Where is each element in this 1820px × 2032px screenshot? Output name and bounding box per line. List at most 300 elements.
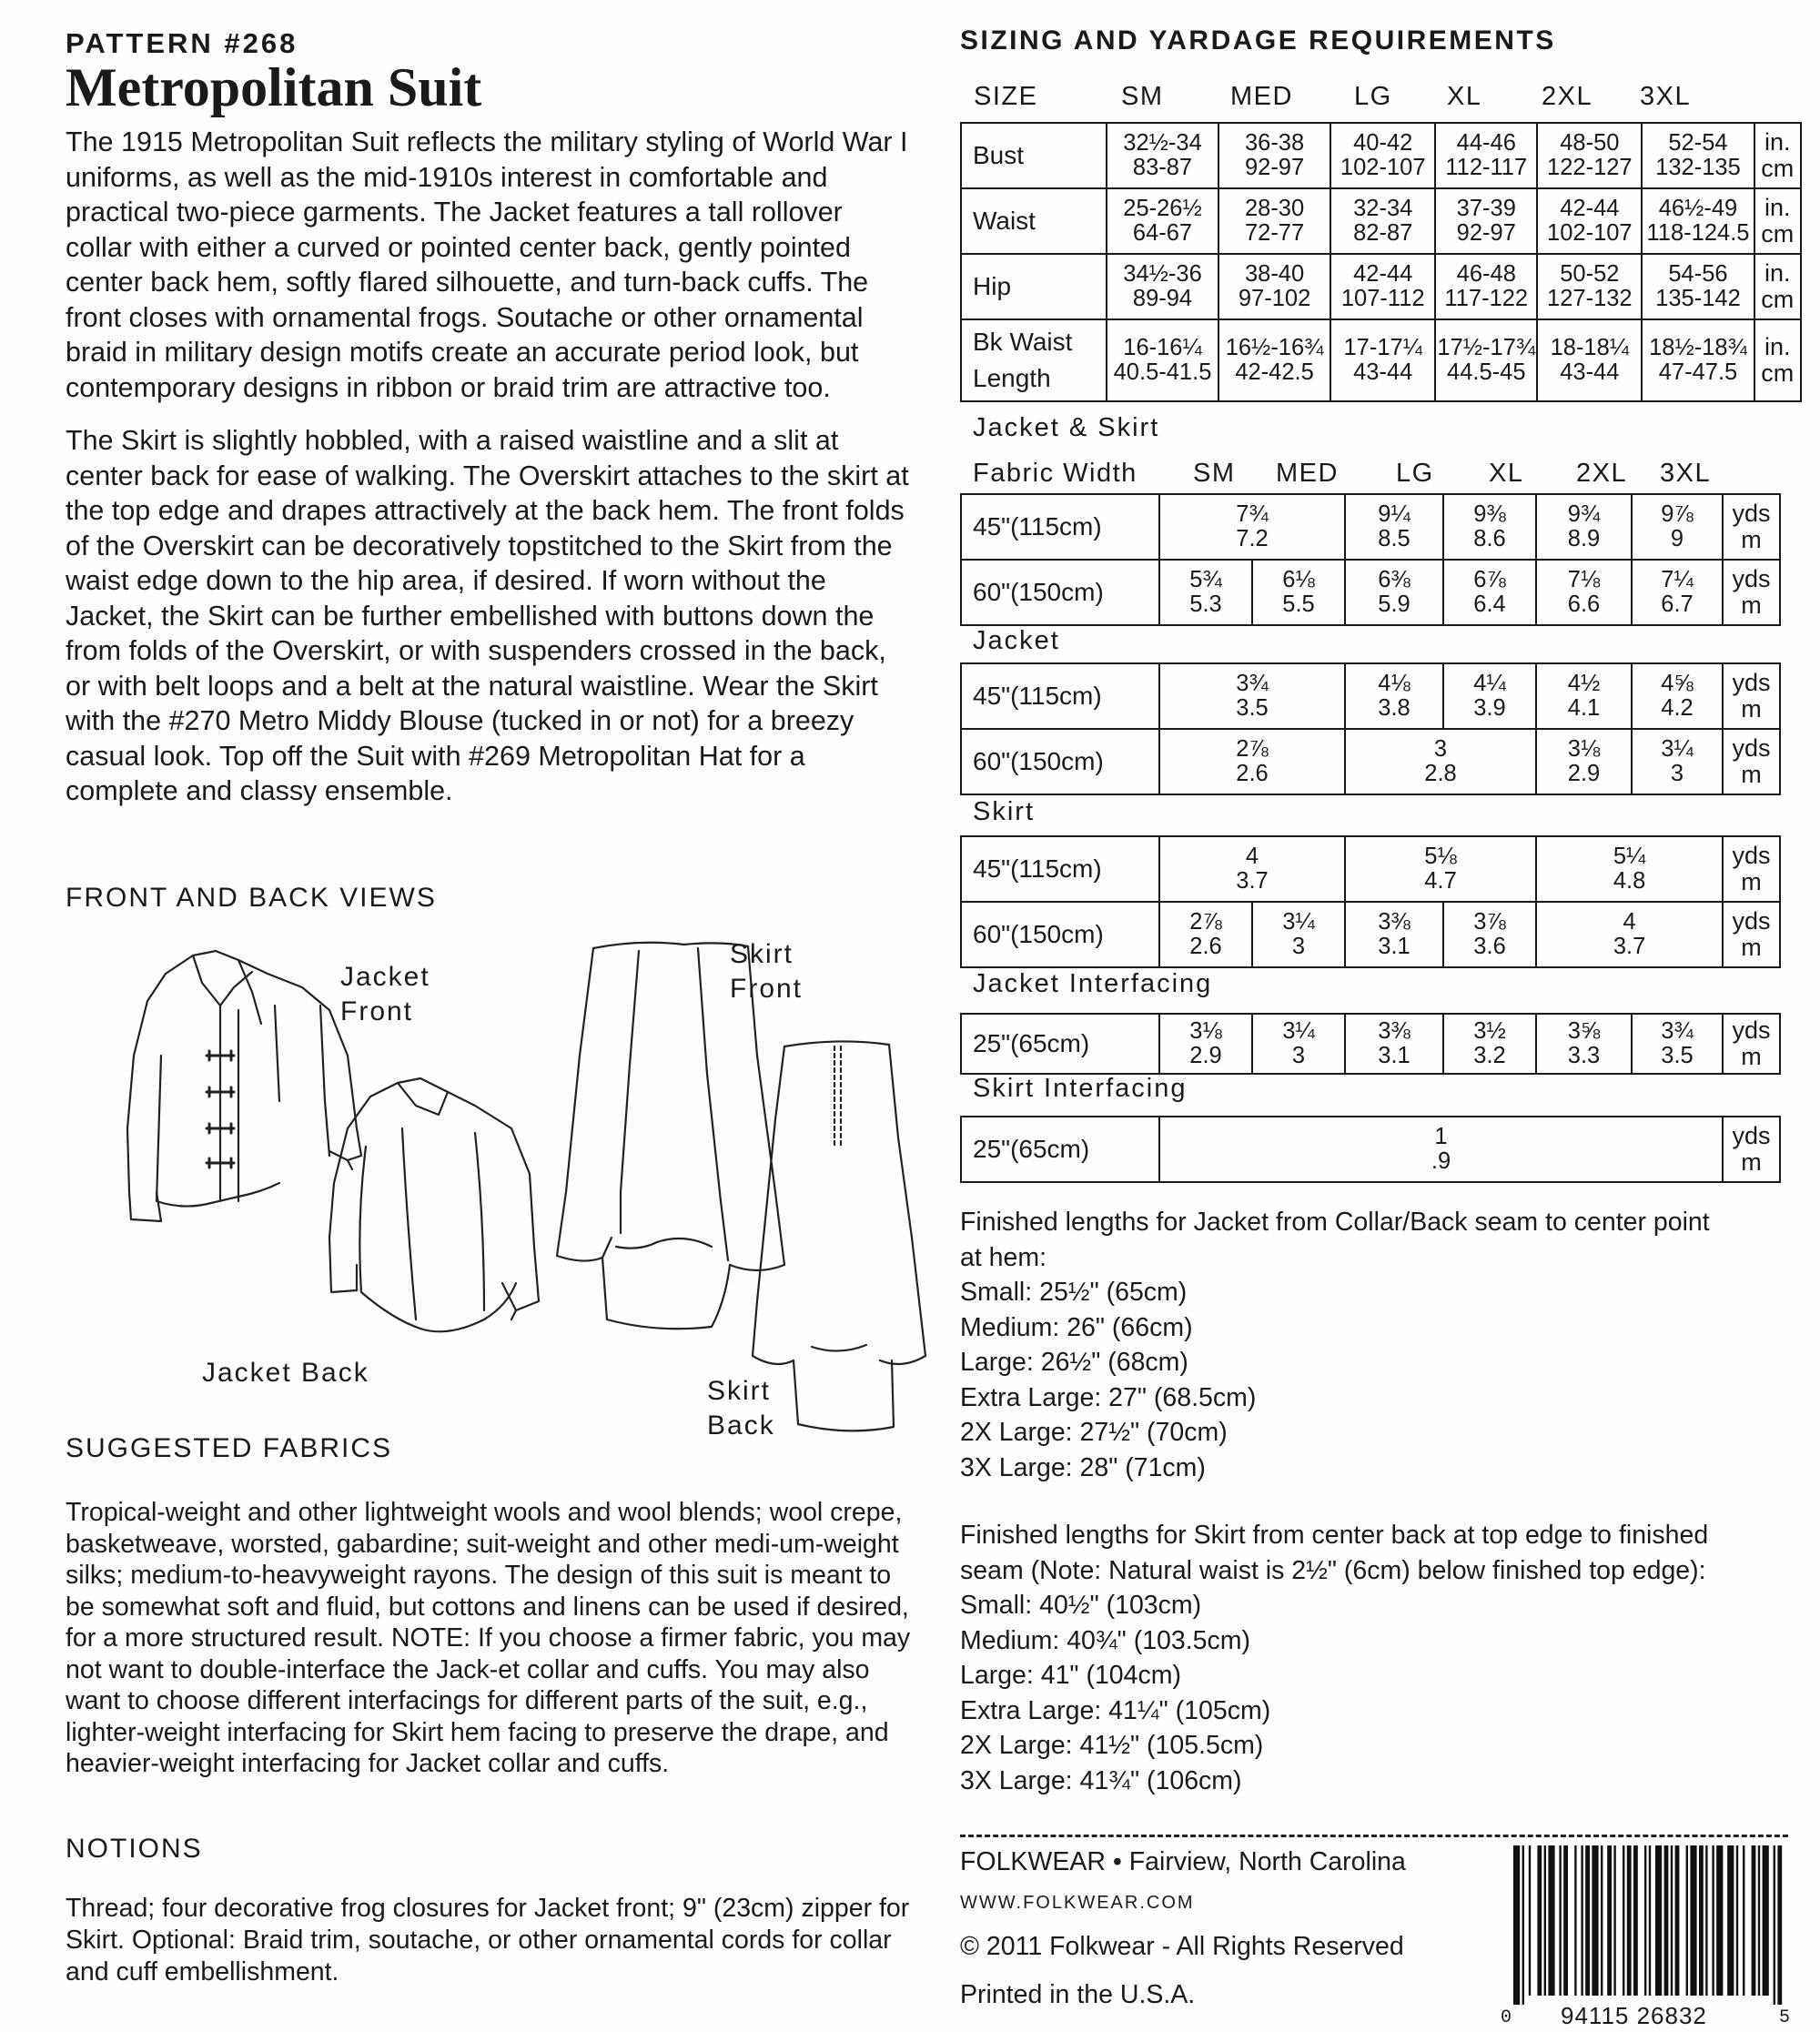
yardage-m: 3.5 xyxy=(1236,695,1269,721)
label-jacket-front xyxy=(340,960,430,1029)
yardage-cell xyxy=(1443,1014,1536,1074)
yardage-cell xyxy=(1345,663,1443,729)
unit-in: in. xyxy=(1764,194,1791,221)
measurement-in: 17-17¼ xyxy=(1343,335,1422,360)
yardage-cell xyxy=(1443,494,1536,560)
fabric-width-cell: 60"(150cm) xyxy=(961,560,1159,625)
yardage-cell xyxy=(1632,729,1723,794)
yardage-yds: 4½ xyxy=(1567,671,1601,696)
yardage-yds: 7¼ xyxy=(1661,567,1694,592)
yardage-m: 8.5 xyxy=(1378,526,1410,551)
fabrics-text: Tropical-weight and other lightweight wools and wool blends; wool crepe, basketweave, worsted, gabardine; suit-weight and other medi-um-weight silks; medium-to-heavyweight rayons. The design of this suit is meant to be somewhat soft and fluid, but cottons and linens can be used if desired, for a more structured result. NOTE: If you choose a firmer fabric, you may not want to double-interface the Jack-et collar and cuffs. You may also want to choose different interfacings for different parts of the suit, e.g., lighter-weight interfacing for Skirt hem facing to preserve the drape, and heavier-weight interfacing for Jacket collar and cuffs. xyxy=(66,1498,911,1778)
size-sm: SM xyxy=(1121,82,1164,111)
barcode-bar xyxy=(1544,1845,1546,1996)
fabric-width-cell: 45"(115cm) xyxy=(961,836,1159,902)
measurement-cm: 44.5-45 xyxy=(1447,359,1526,385)
barcode-bar xyxy=(1712,1845,1714,1996)
yardage-cell xyxy=(1345,902,1443,967)
barcode-bar xyxy=(1686,1845,1688,1996)
label-skirt-back xyxy=(707,1374,775,1443)
unit-cm: cm xyxy=(1761,359,1795,387)
unit-m: m xyxy=(1741,1043,1762,1070)
unit-yds: yds xyxy=(1732,734,1771,762)
measurement-cm: 89-94 xyxy=(1132,286,1193,311)
jacket-lengths-intro-2: at hem: xyxy=(960,1242,1047,1272)
measurement-in: 36-38 xyxy=(1244,130,1305,156)
unit-cm: cm xyxy=(1761,286,1795,313)
measurement-cm: 83-87 xyxy=(1132,155,1193,180)
notions-heading: NOTIONS xyxy=(66,1834,203,1864)
fw-size-xl: XL xyxy=(1489,459,1524,488)
yardage-yds: 7⅛ xyxy=(1567,567,1601,592)
measurement-cell xyxy=(1330,254,1435,319)
yardage-m: 4.2 xyxy=(1661,695,1694,721)
section-heading: Skirt Interfacing xyxy=(973,1074,1188,1103)
barcode-digit-left: 0 xyxy=(1501,2007,1512,2028)
yardage-m: 6.7 xyxy=(1661,591,1694,617)
measurement-cell xyxy=(1330,123,1435,188)
unit-yds: yds xyxy=(1732,842,1771,869)
measurement-cm: 72-77 xyxy=(1244,220,1305,246)
notions-text: Thread; four decorative frog closures for Jacket front; 9" (23cm) zipper for Skirt. Optional: Braid trim, soutache, or other ornamental cords for collar and cuff embellishment. xyxy=(66,1894,910,1987)
yardage-m: 3 xyxy=(1291,934,1306,959)
label-jacket-back: Jacket Back xyxy=(202,1358,369,1388)
yardage-yds: 5¾ xyxy=(1189,567,1222,592)
measurement-in: 16½-16¾ xyxy=(1225,335,1324,360)
jacket-length-item: Medium: 26" (66cm) xyxy=(960,1312,1193,1342)
barcode-bar xyxy=(1613,1845,1615,1996)
yardage-m: 2.8 xyxy=(1424,761,1457,786)
barcode-bar xyxy=(1763,1845,1769,1996)
skirt-lengths-intro: Finished lengths for Skirt from center back at top edge to finished xyxy=(960,1521,1709,1550)
fabric-width-cell: 45"(115cm) xyxy=(961,663,1159,729)
skirt-length-item: Small: 40½" (103cm) xyxy=(960,1591,1202,1620)
barcode-digits: 94115 26832 xyxy=(1561,2002,1707,2029)
yardage-cell xyxy=(1345,729,1536,794)
yardage-yds: 3 xyxy=(1433,736,1448,762)
yardage-m: 3.8 xyxy=(1378,695,1410,721)
yardage-yds: 4 xyxy=(1245,844,1259,869)
description-paragraph-1: The 1915 Metropolitan Suit reflects the military styling of World War I uniforms, as well as the mid-1910s interest in comfortable and practical two-piece garments. The Jacket features a tall rollover collar with either a curved or pointed center back, gently pointed center back hem, softly flared silhouette, and turn-back cuffs. The front closes with ornamental frogs. Soutache or other ornamental braid in military design motifs create an accurate period look, but contemporary designs in ribbon or braid trim are attractive too. xyxy=(66,126,908,403)
yardage-m: 3.3 xyxy=(1567,1043,1601,1068)
measurement-cell xyxy=(1642,123,1754,188)
measurement-cm: 102-107 xyxy=(1547,220,1633,246)
measurement-cell xyxy=(1330,319,1435,401)
label-jacket-front-line2: Front xyxy=(340,996,414,1026)
yardage-m: 4.1 xyxy=(1567,695,1601,721)
yardage-cell xyxy=(1536,1014,1632,1074)
right-column xyxy=(960,25,1802,2029)
yardage-cell xyxy=(1159,494,1345,560)
measurement-cm: 132-135 xyxy=(1655,155,1741,180)
unit-cell xyxy=(1754,319,1801,401)
measurement-cm: 122-127 xyxy=(1547,155,1633,180)
measurement-in: 32½-34 xyxy=(1123,130,1202,156)
measurement-cm: 82-87 xyxy=(1353,220,1413,246)
barcode-bar xyxy=(1644,1845,1646,1996)
yardage-yds: 9⅜ xyxy=(1473,501,1506,527)
measurement-in: 42-44 xyxy=(1560,196,1620,221)
measurement-cell xyxy=(1435,254,1537,319)
skirt-length-item: Extra Large: 41¼" (105cm) xyxy=(960,1695,1271,1725)
body-row xyxy=(961,123,1801,188)
pattern-title: Metropolitan Suit xyxy=(66,57,482,117)
barcode-bar xyxy=(1649,1845,1651,1996)
footer-company: FOLKWEAR • Fairview, North Carolina xyxy=(960,1847,1406,1876)
measurement-cell xyxy=(1435,123,1537,188)
fw-size-2xl: 2XL xyxy=(1576,459,1628,488)
footer-website: WWW.FOLKWEAR.COM xyxy=(960,1893,1195,1913)
yardage-m: 3 xyxy=(1670,761,1684,786)
barcode-bar xyxy=(1705,1845,1707,1996)
measurement-cm: 47-47.5 xyxy=(1658,359,1738,385)
yardage-cell xyxy=(1159,663,1345,729)
yardage-table-skirt xyxy=(960,835,1781,968)
garment-illustrations xyxy=(56,919,930,1441)
jacket-length-item: Small: 25½" (65cm) xyxy=(960,1278,1188,1307)
yardage-yds: 9¾ xyxy=(1567,501,1601,527)
yardage-yds: 6⅜ xyxy=(1378,567,1410,592)
label-skirt-back-line1: Skirt xyxy=(707,1376,771,1406)
yardage-yds: 4¼ xyxy=(1473,671,1506,696)
measurement-cm: 43-44 xyxy=(1560,359,1620,385)
measurement-cell xyxy=(1107,254,1218,319)
barcode-bar xyxy=(1574,1845,1576,1996)
measurement-in: 46-48 xyxy=(1456,261,1516,287)
skirt-length-item: 3X Large: 41¾" (106cm) xyxy=(960,1765,1242,1795)
unit-cell xyxy=(1723,902,1780,967)
measurement-cell xyxy=(1107,188,1218,254)
size-med: MED xyxy=(1230,82,1293,111)
yardage-yds: 3¼ xyxy=(1282,1018,1315,1044)
yardage-cell xyxy=(1345,1014,1443,1074)
measurement-in: 54-56 xyxy=(1668,261,1728,287)
measurement-cm: 107-112 xyxy=(1340,286,1425,311)
yardage-yds: 3⅞ xyxy=(1473,909,1506,935)
measurement-cell xyxy=(1218,254,1330,319)
barcode xyxy=(1497,1845,1797,2032)
yardage-table-jacket xyxy=(960,662,1781,795)
unit-m: m xyxy=(1741,1148,1762,1176)
measurement-cell xyxy=(1218,188,1330,254)
measurement-cm: 43-44 xyxy=(1353,359,1413,385)
unit-cm: cm xyxy=(1761,155,1795,182)
barcode-bar xyxy=(1777,1845,1782,2005)
measurement-cell xyxy=(1435,319,1537,401)
body-row-label: Hip xyxy=(961,254,1107,319)
measurement-cell xyxy=(1642,188,1754,254)
yardage-cell xyxy=(1159,560,1252,625)
footer-divider xyxy=(960,1835,1788,1837)
fabric-width-cell: 25"(65cm) xyxy=(961,1014,1159,1074)
barcode-bar xyxy=(1671,1845,1673,1996)
unit-cell xyxy=(1723,560,1780,625)
measurement-cell xyxy=(1107,123,1218,188)
measurement-cell xyxy=(1537,123,1642,188)
measurement-in: 40-42 xyxy=(1353,130,1413,156)
measurement-cell xyxy=(1537,188,1642,254)
yardage-m: 3.1 xyxy=(1378,934,1410,959)
jacket-length-item: Extra Large: 27" (68.5cm) xyxy=(960,1382,1257,1412)
yardage-cell xyxy=(1159,902,1252,967)
yardage-yds: 3¼ xyxy=(1661,736,1694,762)
yardage-yds: 2⅞ xyxy=(1236,736,1269,762)
body-measurements-table xyxy=(960,122,1802,402)
unit-cell xyxy=(1723,836,1780,902)
unit-cell xyxy=(1723,1014,1780,1074)
yardage-m: 3.9 xyxy=(1473,695,1506,721)
measurement-cell xyxy=(1107,319,1218,401)
jacket-length-item: 3X Large: 28" (71cm) xyxy=(960,1452,1206,1482)
measurement-cm: 42-42.5 xyxy=(1235,359,1314,385)
skirt-back-drawing xyxy=(753,1041,925,1430)
yardage-yds: 9¼ xyxy=(1378,501,1410,527)
section-heading: Jacket & Skirt xyxy=(973,413,1160,442)
body-row xyxy=(961,319,1801,401)
measurement-cell xyxy=(1642,254,1754,319)
unit-in: in. xyxy=(1764,259,1791,287)
yardage-m: 6.6 xyxy=(1567,591,1601,617)
fabric-width-cell: 45"(115cm) xyxy=(961,494,1159,560)
fabric-width-cell: 60"(150cm) xyxy=(961,729,1159,794)
yardage-m: 2.6 xyxy=(1189,934,1222,959)
jacket-back-drawing xyxy=(329,1078,539,1331)
fabric-width-cell: 60"(150cm) xyxy=(961,902,1159,967)
measurement-cell xyxy=(1537,254,1642,319)
measurement-in: 52-54 xyxy=(1668,130,1728,156)
yardage-yds: 3⅛ xyxy=(1567,736,1601,762)
barcode-bar xyxy=(1736,1845,1738,1996)
yardage-m: 3.5 xyxy=(1661,1043,1694,1068)
unit-m: m xyxy=(1741,761,1762,788)
yardage-yds: 3¾ xyxy=(1661,1018,1694,1044)
yardage-row xyxy=(961,1117,1780,1182)
skirt-lengths-intro-2: seam (Note: Natural waist is 2½" (6cm) below finished top edge): xyxy=(960,1555,1706,1585)
yardage-row xyxy=(961,1014,1780,1074)
size-lg: LG xyxy=(1354,82,1392,111)
yardage-yds: 3⅛ xyxy=(1189,1018,1222,1044)
barcode-bar xyxy=(1675,1845,1680,1996)
fw-size-sm: SM xyxy=(1193,459,1236,488)
footer-copyright: © 2011 Folkwear - All Rights Reserved xyxy=(960,1932,1404,1961)
yardage-yds: 6⅞ xyxy=(1473,567,1506,592)
size-3xl: 3XL xyxy=(1640,82,1692,111)
barcode-bars xyxy=(1497,1845,1797,2009)
unit-in: in. xyxy=(1764,333,1791,360)
yardage-table-jacket-skirt xyxy=(960,493,1781,626)
measurement-in: 48-50 xyxy=(1560,130,1620,156)
unit-yds: yds xyxy=(1732,1016,1771,1044)
yardage-yds: 4⅛ xyxy=(1378,671,1410,696)
label-skirt-front-line2: Front xyxy=(730,974,804,1004)
measurement-cm: 117-122 xyxy=(1444,286,1529,311)
section-heading: Jacket xyxy=(973,626,1060,655)
fw-size-lg: LG xyxy=(1396,459,1434,488)
unit-cell xyxy=(1754,188,1801,254)
measurement-in: 17½-17¾ xyxy=(1437,335,1536,360)
yardage-m: 3 xyxy=(1291,1043,1306,1068)
fw-size-3xl: 3XL xyxy=(1660,459,1712,488)
yardage-cell xyxy=(1632,494,1723,560)
measurement-cm: 127-132 xyxy=(1547,286,1633,311)
skirt-length-item: Large: 41" (104cm) xyxy=(960,1661,1181,1690)
yardage-m: 9 xyxy=(1670,526,1684,551)
jacket-length-item: 2X Large: 27½" (70cm) xyxy=(960,1418,1228,1447)
yardage-m: 5.5 xyxy=(1282,591,1315,617)
barcode-bar xyxy=(1690,1845,1696,1996)
yardage-m: 3.7 xyxy=(1613,934,1646,959)
unit-cell xyxy=(1754,254,1801,319)
size-2xl: 2XL xyxy=(1542,82,1593,111)
yardage-row xyxy=(961,560,1780,625)
barcode-bar xyxy=(1758,1845,1760,1996)
yardage-yds: 3¾ xyxy=(1236,671,1269,696)
yardage-m: 4.8 xyxy=(1613,868,1646,894)
measurement-in: 25-26½ xyxy=(1123,196,1202,221)
description-paragraph-2: The Skirt is slightly hobbled, with a raised waistline and a slit at center back for ease of walking. The Overskirt attaches to the skirt at the top edge and drapes attractively at the back hem. The front folds of the Overskirt can be decoratively topstitched to the Skirt from the waist edge down to the hip area, if desired. If worn without the Jacket, the Skirt can be further embellished with buttons down the from folds of the Overskirt, or with suspenders crossed in the back, or with belt loops and a belt at the natural waistline. Wear the Skirt with the #270 Metro Middy Blouse (tucked in or not) for a breezy casual look. Top off the Suit with #269 Metropolitan Hat for a complete and classy ensemble. xyxy=(66,425,909,806)
barcode-bar xyxy=(1627,1845,1632,1996)
body-row-label: Bk Waist Length xyxy=(961,319,1107,401)
yardage-m: 3.7 xyxy=(1236,868,1269,894)
yardage-cell xyxy=(1443,663,1536,729)
unit-yds: yds xyxy=(1732,1122,1771,1149)
unit-m: m xyxy=(1741,591,1762,619)
fw-size-med: MED xyxy=(1276,459,1339,488)
unit-yds: yds xyxy=(1732,907,1771,935)
yardage-cell xyxy=(1345,836,1536,902)
yardage-m: 3.2 xyxy=(1473,1043,1506,1068)
yardage-m: 5.3 xyxy=(1189,591,1222,617)
yardage-cell xyxy=(1252,560,1345,625)
yardage-m: 2.9 xyxy=(1567,761,1601,786)
measurement-cm: 135-142 xyxy=(1655,286,1741,311)
unit-yds: yds xyxy=(1732,565,1771,592)
fabrics-heading: SUGGESTED FABRICS xyxy=(66,1433,393,1463)
yardage-yds: 7¾ xyxy=(1236,501,1269,527)
yardage-cell xyxy=(1536,494,1632,560)
barcode-bar xyxy=(1592,1845,1598,1996)
body-row xyxy=(961,188,1801,254)
yardage-cell xyxy=(1159,1117,1723,1182)
measurement-cell xyxy=(1218,123,1330,188)
yardage-cell xyxy=(1536,663,1632,729)
unit-cell xyxy=(1723,1117,1780,1182)
yardage-m: 8.9 xyxy=(1567,526,1601,551)
section-heading: Jacket Interfacing xyxy=(973,969,1213,998)
yardage-yds: 1 xyxy=(1434,1124,1448,1149)
yardage-yds: 9⅞ xyxy=(1661,501,1694,527)
yardage-cell xyxy=(1536,836,1723,902)
yardage-cell xyxy=(1159,1014,1252,1074)
barcode-bar xyxy=(1727,1845,1734,1996)
measurement-in: 32-34 xyxy=(1353,196,1413,221)
barcode-bar xyxy=(1716,1845,1723,1996)
measurement-cell xyxy=(1642,319,1754,401)
barcode-bar xyxy=(1607,1845,1612,1996)
unit-m: m xyxy=(1741,526,1762,553)
yardage-m: 3.6 xyxy=(1473,934,1506,959)
yardage-cell xyxy=(1159,729,1345,794)
yardage-cell xyxy=(1443,560,1536,625)
unit-yds: yds xyxy=(1732,669,1771,696)
footer-printed: Printed in the U.S.A. xyxy=(960,1980,1196,2009)
measurement-in: 16-16¼ xyxy=(1123,335,1202,360)
barcode-bar xyxy=(1752,1845,1756,1996)
measurement-cm: 92-97 xyxy=(1456,220,1516,246)
measurement-in: 18-18¼ xyxy=(1550,335,1630,360)
label-jacket-front-line1: Jacket xyxy=(340,962,430,992)
measurement-in: 44-46 xyxy=(1456,130,1516,156)
pattern-number: PATTERN #268 xyxy=(66,27,298,59)
label-skirt-front xyxy=(730,937,803,1006)
unit-m: m xyxy=(1741,695,1762,723)
yardage-table-skirt-interfacing xyxy=(960,1116,1781,1183)
unit-cell xyxy=(1754,123,1801,188)
measurement-cm: 97-102 xyxy=(1238,286,1311,311)
barcode-bar xyxy=(1537,1845,1542,1996)
yardage-cell xyxy=(1536,902,1723,967)
barcode-bar xyxy=(1699,1845,1704,1996)
yardage-yds: 6⅛ xyxy=(1282,567,1315,592)
size-xl: XL xyxy=(1447,82,1482,111)
body-row-label: Bust xyxy=(961,123,1107,188)
yardage-yds: 3⅜ xyxy=(1378,1018,1410,1044)
yardage-row xyxy=(961,729,1780,794)
section-heading: Skirt xyxy=(973,797,1035,826)
yardage-yds: 5⅛ xyxy=(1424,844,1457,869)
yardage-cell xyxy=(1443,902,1536,967)
yardage-row xyxy=(961,836,1780,902)
measurement-cell xyxy=(1330,188,1435,254)
measurement-in: 42-44 xyxy=(1353,261,1413,287)
yardage-yds: 5¼ xyxy=(1613,844,1646,869)
yardage-m: 3.1 xyxy=(1378,1043,1410,1068)
unit-in: in. xyxy=(1764,128,1791,156)
size-label: SIZE xyxy=(974,82,1038,111)
barcode-bar xyxy=(1559,1845,1561,1996)
yardage-yds: 4⅝ xyxy=(1661,671,1694,696)
barcode-bar xyxy=(1548,1845,1554,1996)
yardage-cell xyxy=(1252,902,1345,967)
jacket-front-drawing xyxy=(127,951,361,1221)
barcode-bar xyxy=(1529,1845,1531,1996)
barcode-bar xyxy=(1585,1845,1590,1996)
measurement-in: 37-39 xyxy=(1456,196,1516,221)
yardage-yds: 4 xyxy=(1623,909,1636,935)
yardage-cell xyxy=(1536,729,1632,794)
barcode-bar xyxy=(1513,1845,1520,2005)
yardage-m: .9 xyxy=(1431,1148,1451,1174)
label-skirt-front-line1: Skirt xyxy=(730,939,794,969)
yardage-m: 6.4 xyxy=(1473,591,1506,617)
measurement-cell xyxy=(1537,319,1642,401)
measurement-in: 50-52 xyxy=(1560,261,1620,287)
yardage-cell xyxy=(1536,560,1632,625)
label-skirt-back-line2: Back xyxy=(707,1410,775,1441)
yardage-m: 2.6 xyxy=(1236,761,1269,786)
barcode-bar xyxy=(1743,1845,1744,1996)
barcode-bar xyxy=(1563,1845,1568,1996)
unit-m: m xyxy=(1741,868,1762,895)
barcode-bar xyxy=(1633,1845,1638,1996)
skirt-length-item: 2X Large: 41½" (105.5cm) xyxy=(960,1731,1264,1760)
yardage-m: 2.9 xyxy=(1189,1043,1222,1068)
yardage-row xyxy=(961,663,1780,729)
measurement-cm: 112-117 xyxy=(1445,155,1528,180)
yardage-cell xyxy=(1632,560,1723,625)
measurement-cm: 40.5-41.5 xyxy=(1113,359,1212,385)
yardage-table-jacket-interfacing xyxy=(960,1013,1781,1075)
